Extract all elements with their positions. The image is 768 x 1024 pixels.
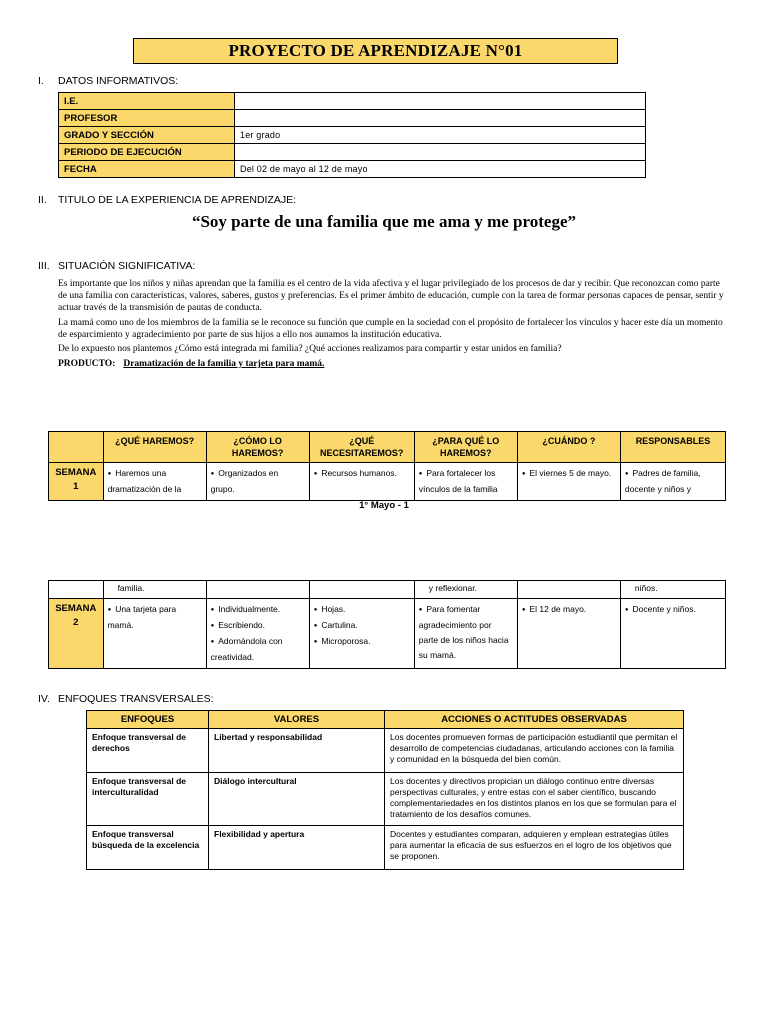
info-row: FECHA Del 02 de mayo al 12 de mayo bbox=[59, 161, 646, 178]
table-row: Enfoque transversal búsqueda de la excelencia Flexibilidad y apertura Docentes y estudiantes comparan, adquieren y emplean estrategias útiles para aumentar la eficacia de sus esfuerzos en el logro de los objetivos que se proponen. bbox=[87, 826, 684, 870]
page-footer: 1° Mayo - 1 bbox=[359, 500, 409, 511]
section-1-heading: I. DATOS INFORMATIVOS: bbox=[38, 75, 179, 87]
header-necesitaremos: ¿QUÉ NECESITAREMOS? bbox=[309, 432, 414, 463]
header-acciones: ACCIONES O ACTITUDES OBSERVADAS bbox=[385, 711, 684, 729]
info-row: PERIODO DE EJECUCIÓN bbox=[59, 144, 646, 161]
header-enfoques: ENFOQUES bbox=[87, 711, 209, 729]
table-row: SEMANA 2 ● Una tarjeta para mamá. ● Individualmente. ● Escribiendo. ● Adornándola con creatividad. ● Hojas. ● Cartulina. ● Microporosa. ● Para fomentar agradecimiento por parte de los niños hacia su mamá. ● El 12 de mayo. ● Docente y niños. bbox=[49, 599, 726, 669]
activities-table-week-1 bbox=[48, 431, 726, 501]
situation-paragraph-3: De lo expuesto nos plantemos ¿Cómo está integrada mi familia? ¿Qué acciones realizamos para compartir y estar unidos en familia? bbox=[58, 344, 562, 354]
header-para-que: ¿PARA QUÉ LO HAREMOS? bbox=[414, 432, 517, 463]
week-1-label: SEMANA 1 bbox=[49, 463, 104, 501]
table-row: Enfoque transversal de derechos Libertad y responsabilidad Los docentes promueven formas de participación estudiantil que permitan el desarrollo de competencias ciudadanas, articulando acciones con la familia y comunidad en la búsqueda del bien común. bbox=[87, 729, 684, 773]
activities-table-week-2 bbox=[48, 580, 726, 669]
info-table bbox=[58, 92, 646, 178]
header-responsables: RESPONSABLES bbox=[620, 432, 725, 463]
enfoques-table bbox=[86, 710, 684, 870]
info-row: GRADO Y SECCIÓN 1er grado bbox=[59, 127, 646, 144]
section-3-heading: III. SITUACIÓN SIGNIFICATIVA: bbox=[38, 260, 196, 272]
section-4-heading: IV. ENFOQUES TRANSVERSALES: bbox=[38, 693, 214, 705]
header-corner bbox=[49, 432, 104, 463]
table-row: SEMANA 1 ● Haremos una dramatización de la ● Organizados en grupo. ● Recursos humanos. ● Para fortalecer los vínculos de la familia ● El viernes 5 de mayo. ● Padres de familia, docente y niños y bbox=[49, 463, 726, 501]
week-2-label: SEMANA 2 bbox=[49, 599, 104, 669]
table-row: Enfoque transversal de interculturalidad Diálogo intercultural Los docentes y directivos propician un diálogo continuo entre diversas perspectivas culturales, y entre estas con el saber científico, buscando complementariedades en los distintos planos en los que se formulan para el tratamiento de los desafíos comunes. bbox=[87, 773, 684, 826]
header-como: ¿CÓMO LO HAREMOS? bbox=[206, 432, 309, 463]
info-row: I.E. bbox=[59, 93, 646, 110]
experience-title: “Soy parte de una familia que me ama y me protege” bbox=[191, 212, 577, 231]
table-row: familia. y reflexionar. niños. bbox=[49, 581, 726, 599]
info-row: PROFESOR bbox=[59, 110, 646, 127]
section-2-heading: II. TITULO DE LA EXPERIENCIA DE APRENDIZAJE: bbox=[38, 194, 297, 206]
header-que: ¿QUÉ HAREMOS? bbox=[103, 432, 206, 463]
header-valores: VALORES bbox=[209, 711, 385, 729]
document-title: PROYECTO DE APRENDIZAJE N°01 bbox=[133, 38, 618, 64]
header-cuando: ¿CUÁNDO ? bbox=[517, 432, 620, 463]
product-line: PRODUCTO: Dramatización de la familia y tarjeta para mamá. bbox=[58, 359, 325, 369]
situation-paragraph-2: La mamá como uno de los miembros de la familia se le reconoce su función que cumple en la sociedad con el propósito de fortalecer los vínculos y hacer este día un momento de esparcimiento y agradecimiento por parte de sus hijos a ello nos aunamos la institución educativa. bbox=[58, 318, 723, 340]
situation-paragraph-1: Es importante que los niños y niñas aprendan que la familia es el centro de la vida afectiva y el lugar privilegiado de los procesos de dar y recibir. Que reconozcan como parte de una familia con características, valores, saberes, gustos y preferencias. Es el primer ámbito de educación, cumple con la tarea de formar personas capaces de pensar, sentir y actuar través de la transmisión de pautas de conducta. bbox=[58, 279, 724, 313]
